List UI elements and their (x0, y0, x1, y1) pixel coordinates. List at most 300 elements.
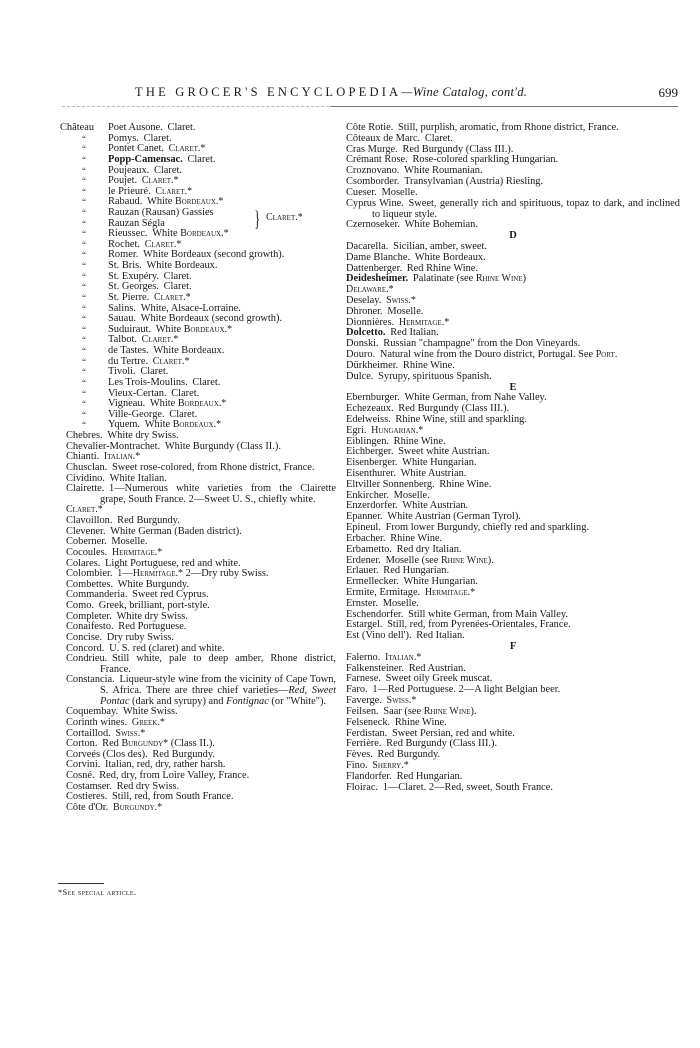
entry-term: Feilsen. (346, 705, 379, 717)
entry-description: White Swiss. (122, 706, 178, 718)
page-number: 699 (658, 85, 678, 100)
cross-reference: Sherry.* (372, 759, 409, 771)
entry-description: Red Burgundy. (152, 748, 215, 760)
ditto-mark: “ (82, 154, 86, 165)
entry-term: Egri. (346, 424, 367, 436)
entry-description: Greek, brilliant, port-style. (98, 600, 210, 612)
cross-reference: Delaware.* (346, 284, 394, 296)
ditto-mark: “ (82, 261, 86, 272)
entry-term: Chusclan. (66, 461, 108, 473)
catalog-entry (66, 803, 336, 814)
cross-reference: Claret.* (152, 355, 190, 367)
entry-term: Estargel. (346, 619, 383, 631)
entry-term: Ville-George. (108, 408, 165, 420)
entry-description: Red dry Swiss. (116, 780, 180, 792)
entry-term: Costieres. (66, 791, 108, 803)
entry-term: Colombier. (66, 568, 113, 580)
ditto-mark: “ (82, 377, 86, 388)
catalog-entry (60, 357, 336, 368)
right-column (346, 123, 680, 793)
entry-term: Les Trois-Moulins. (108, 376, 188, 388)
ditto-mark: “ (82, 335, 86, 346)
catalog-entry (346, 220, 680, 231)
footnote: *See special article. (58, 887, 137, 897)
ditto-mark: “ (82, 133, 86, 144)
catalog-entry (346, 393, 680, 404)
entry-description: White (144, 419, 173, 431)
entry-term: Crémant Rose. (346, 154, 408, 166)
entry-term: Corvini. (66, 759, 101, 771)
entry-description: From lower Burgundy, chiefly red and sparkling. (385, 522, 590, 534)
entry-description: Palatinate (see (412, 273, 476, 285)
entry-term: Pontet Canet. (108, 143, 164, 155)
entry-term: Ebernburger. (346, 392, 400, 404)
entry-description: Claret. (187, 153, 216, 165)
ditto-mark: “ (82, 208, 86, 218)
entry-term: Ermite, Ermitage. (346, 586, 421, 598)
entry-description: Red Italian. (416, 630, 465, 642)
cross-reference: Bordeaux.* (175, 196, 224, 208)
entry-description: Rhine Wine. (394, 716, 447, 728)
entry-description: White Hungarian. (403, 576, 478, 588)
entry-term: Faverge. (346, 695, 382, 707)
entry-description: ). (470, 705, 477, 717)
entry-description: , (304, 685, 312, 697)
entry-term: Eisenthurer. (346, 468, 396, 479)
entry-term: Clavoillon. (66, 515, 113, 527)
catalog-entry (60, 272, 336, 283)
entry-description: Sweet red Cyprus. (132, 589, 209, 601)
entry-description: Still, red, from Pyrenées-Orientales, France. (387, 619, 571, 631)
page-header (60, 85, 680, 103)
catalog-entry (346, 253, 680, 264)
entry-description: Still white, pale to deep amber, Rhone district, France. (100, 653, 336, 675)
ditto-mark: “ (82, 303, 86, 314)
entry-description: White Austrian. (400, 468, 467, 479)
entry-description: Rhine Wine. (393, 435, 446, 447)
cross-reference: Burgundy.* (112, 801, 163, 813)
entry-description: Moselle. (382, 597, 419, 609)
entry-term: Faro. (346, 684, 368, 696)
entry-term: Eltviller Sonnenberg. (346, 478, 435, 490)
entry-term: Cueser. (346, 186, 377, 198)
entry-term: Concord. (66, 642, 105, 654)
entry-term: Poet Ausone. (108, 122, 163, 133)
entry-description: 1—Red Portuguese. 2—A light Belgian beer. (372, 684, 561, 696)
entry-description: White Bordeaux (second growth). (140, 313, 283, 325)
entry-description: Claret. (167, 122, 196, 133)
entry-term: Flandorfer. (346, 770, 392, 782)
entry-term: Completer. (66, 610, 112, 622)
entry-term: Cocoules. (66, 546, 108, 558)
entry-term: Echezeaux. (346, 403, 394, 415)
entry-term: Corinth wines. (66, 716, 128, 728)
entry-term: Como. (66, 600, 95, 612)
cross-reference: Bordeaux.* (180, 228, 229, 240)
entry-term: Dacarella. (346, 240, 389, 252)
entry-description: 1— (117, 568, 133, 580)
cross-reference: Hermitage.* (111, 546, 163, 558)
entry-description: Liqueur-style wine from the vicinity of Cape Town, S. Africa. There are three chief varieties— (100, 674, 336, 697)
entry-description: Dry ruby Swiss. (106, 631, 175, 643)
entry-term: Erbacher. (346, 532, 386, 544)
entry-description: (or "White"). (268, 695, 327, 707)
entry-description: White Roumanian. (404, 165, 483, 177)
ditto-mark: “ (82, 420, 86, 431)
entry-term: Erbametto. (346, 543, 392, 555)
entry-term: Csomborder. (346, 176, 400, 188)
entry-description: Syrupy, spirituous Spanish. (378, 370, 492, 382)
catalog-entry (346, 199, 680, 221)
entry-term: Popp-Camensac. (108, 153, 183, 165)
ditto-mark: “ (82, 144, 86, 155)
entry-description: Red Italian. (390, 327, 439, 339)
entry-term: Deselay. (346, 295, 382, 306)
entry-description: White (149, 398, 178, 410)
entry-term: Poujeaux. (108, 164, 150, 176)
entry-term: Deidesheimer. (346, 273, 409, 285)
ditto-mark: “ (82, 197, 86, 208)
cross-reference: Hermitage.* (424, 586, 476, 598)
entry-description: White Bohemian. (404, 219, 478, 231)
catalog-entry (66, 654, 336, 675)
entry-term: Croznovano. (346, 165, 400, 177)
entry-term: Dame Blanche. (346, 251, 411, 263)
entry-term: Coquembay. (66, 706, 119, 718)
cross-reference: Claret.* (141, 334, 179, 346)
ditto-mark: “ (82, 324, 86, 335)
entry-description: Moselle. (111, 536, 148, 548)
entry-description: U. S. red (claret) and white. (109, 642, 225, 654)
cross-reference: Italian.* (385, 651, 422, 663)
catalog-entry (346, 458, 680, 469)
entry-term: Cosné. (66, 770, 95, 782)
section-subtitle: —Wine Catalog, cont'd. (401, 85, 528, 99)
entry-description: Claret. (163, 270, 192, 282)
ditto-mark: “ (82, 314, 86, 325)
section-letter: F (509, 641, 517, 652)
cross-reference: Claret.* (141, 175, 179, 187)
catalog-entry (66, 484, 336, 505)
entry-description: Fontignac (226, 695, 269, 707)
cross-reference: Bordeaux.* (177, 398, 227, 410)
header-rule-solid (330, 106, 678, 107)
cross-reference: Burgundy* (121, 738, 169, 750)
entry-description: Claret. (163, 281, 192, 293)
entry-term: Combettes. (66, 578, 114, 590)
entry-term: St. Georges. (108, 281, 159, 293)
entry-term: Falkensteiner. (346, 662, 405, 674)
entry-description: Italian, red, dry, rather harsh. (105, 759, 226, 771)
catalog-entry (346, 372, 680, 383)
entry-description: Red, dry, from Loire Valley, France. (99, 770, 250, 782)
entry-term: Epineul. (346, 522, 381, 534)
entry-term: Douro. (346, 349, 376, 361)
entry-term: Côte d'Or. (66, 801, 109, 813)
entry-term: Ernster. (346, 597, 379, 609)
entry-description: Red Hungarian. (383, 565, 450, 577)
entry-description: ). (487, 554, 494, 566)
entry-term: Donski. (346, 338, 379, 350)
ditto-mark: “ (82, 271, 86, 282)
entry-description: Sweet white Austrian. (398, 446, 490, 458)
entry-term: Dulce. (346, 370, 374, 382)
bracketed-entries (60, 208, 336, 229)
entry-description: White German (Baden district). (110, 525, 242, 537)
entry-term: Chevalier-Montrachet. (66, 440, 161, 452)
cross-reference: Hermitage.* (398, 316, 450, 328)
entry-term: Czernoseker. (346, 219, 400, 231)
entry-term: Cividino. (66, 472, 105, 484)
cross-reference: Swiss.* (386, 695, 417, 707)
entry-description: Sweet, generally rich and spirituous, topaz to dark, and inclined to liqueur style. (372, 197, 680, 220)
entry-description: White Burgundy (Class II.). (164, 440, 281, 452)
entry-description: Red dry Italian. (396, 543, 462, 555)
entry-description: Saar (see (383, 705, 424, 717)
entry-term: Costamser. (66, 780, 112, 792)
entry-description: Red Austrian. (408, 662, 466, 674)
entry-term: Tivoli. (108, 366, 136, 378)
entry-description: White, Alsace-Lorraine. (140, 302, 241, 314)
entry-term: Falerno. (346, 651, 381, 663)
catalog-entry (60, 282, 336, 293)
entry-term: Clairette. (66, 483, 105, 495)
entry-term: Vigneau. (108, 398, 146, 410)
entry-term: Cortaillod. (66, 727, 111, 739)
entry-term: Ferrière. (346, 738, 382, 750)
ditto-mark: “ (82, 229, 86, 240)
entry-term: Chebres. (66, 430, 103, 442)
entry-description: (Class II.). (168, 738, 215, 750)
cross-reference: Hermitage.* (132, 568, 184, 580)
cross-reference: Bordeaux.* (183, 323, 233, 335)
entry-description: Still white German, from Main Valley. (408, 608, 568, 620)
entry-description: Sweet rose-colored, from Rhone district, France. (111, 461, 315, 473)
footnote-rule (58, 883, 104, 884)
ditto-mark: “ (82, 165, 86, 176)
cross-reference: Swiss.* (115, 727, 146, 739)
entry-description: Sweet oily Greek muscat. (385, 673, 493, 685)
catalog-entry (60, 325, 336, 336)
cross-reference: Hungarian.* (371, 424, 424, 436)
catalog-entry (346, 437, 680, 448)
entry-description: White German, from Nahe Valley. (404, 392, 547, 404)
entry-term: Ferdistan. (346, 727, 388, 739)
cross-reference: Swiss.* (386, 295, 416, 306)
entry-description: Transylvanian (Austria) Riesling. (404, 176, 544, 188)
cross-reference: Claret.* (144, 238, 182, 250)
entry-term: Farnese. (346, 673, 381, 685)
catalog-entry (60, 166, 336, 177)
entry-term: Suduiraut. (108, 323, 152, 335)
section-letter: E (509, 381, 517, 393)
cross-reference: Claret.* (168, 143, 206, 155)
entry-description: Red Hungarian. (396, 770, 463, 782)
entry-description: White Hungarian. (402, 457, 477, 469)
entry-term: Epanner. (346, 511, 383, 523)
entry-term: Commanderia. (66, 589, 128, 601)
entry-description: White Bordeaux. (146, 260, 218, 272)
entry-description: White Burgundy. (117, 578, 190, 590)
catalog-entry (60, 176, 336, 187)
entry-term: Coberner. (66, 536, 107, 548)
entry-description: Moselle. (393, 489, 430, 501)
entry-description: Moselle (see (385, 554, 441, 566)
entry-description: White Austrian (German Tyrol). (387, 511, 521, 523)
entry-description: Red Burgundy (Class III.). (398, 403, 510, 415)
catalog-entry (346, 274, 680, 285)
entry-term: Yquem. (108, 419, 141, 431)
entry-description: Sicilian, amber, sweet. (393, 240, 488, 252)
entry-term: Dattenberger. (346, 262, 403, 274)
entry-description: Red Burgundy (Class III.). (386, 738, 498, 750)
entry-description: White dry Swiss. (107, 430, 179, 442)
cross-reference: Claret.* (266, 212, 303, 223)
entry-description: Rhine Wine, still and sparkling. (395, 413, 527, 425)
catalog-entry (60, 229, 336, 240)
entry-term: de Tastes. (108, 345, 149, 357)
entry-description: Rhine Wine. (402, 359, 455, 371)
entry-term: Eschendorfer. (346, 608, 404, 620)
brace-mark: } (254, 206, 261, 231)
entry-term: Pomys. (108, 132, 139, 144)
entry-term: Chianti. (66, 451, 100, 463)
ditto-mark: “ (82, 176, 86, 187)
entry-term: St. Exupéry. (108, 270, 159, 282)
cross-reference: Claret.* (66, 504, 103, 516)
ditto-mark: “ (82, 356, 86, 367)
ditto-mark: “ (82, 367, 86, 378)
cross-reference: Greek.* (131, 716, 165, 728)
book-title: THE GROCER'S ENCYCLOPEDIA (135, 85, 402, 99)
entry-description: Claret. (424, 132, 453, 144)
entry-term: Dionnières. (346, 316, 395, 328)
entry-term: Erdener. (346, 554, 381, 566)
entry-term: Edelweiss. (346, 413, 391, 425)
entry-term: Conaifesto. (66, 621, 114, 633)
entry-term: St. Bris. (108, 260, 142, 272)
ditto-mark: “ (82, 292, 86, 303)
entry-term: Rauzan (Rausan) Gassies (108, 207, 214, 218)
entry-description: Red (288, 685, 305, 697)
entry-description: White Bordeaux. (414, 251, 486, 263)
entry-term: Dürkheimer. (346, 359, 399, 371)
entry-term: St. Pierre. (108, 291, 150, 303)
cross-reference: Italian.* (103, 451, 141, 463)
entry-description: Rhine Wine. (390, 532, 443, 544)
entry-description: Claret. (140, 366, 169, 378)
entry-description: White Italian. (109, 472, 167, 484)
entry-term: Côteaux de Marc. (346, 132, 421, 144)
cross-reference: Rhine Wine (440, 554, 488, 566)
entry-description: White (152, 228, 181, 240)
entry-term: Ermellecker. (346, 576, 399, 588)
entry-term: Cras Murge. (346, 143, 398, 155)
entry-description: (dark and syrupy) and (129, 695, 227, 707)
entry-description: Sweet Persian, red and white. (391, 727, 515, 739)
entry-description: Claret. (169, 408, 198, 420)
ditto-mark: “ (82, 399, 86, 410)
entry-term: Eichberger. (346, 446, 394, 458)
cross-reference: Claret.* (153, 291, 191, 303)
entry-description: White Austrian. (402, 500, 469, 512)
ditto-mark: “ (82, 250, 86, 261)
entry-term: Constancia. (66, 674, 115, 686)
entry-term: Erlauer. (346, 565, 379, 577)
entry-description: 1—Numerous white varieties from the Clairette grape, South France. 2—Sweet U. S., chiefly white. (100, 483, 336, 505)
entry-term: Rochet. (108, 238, 141, 250)
catalog-entry (60, 155, 336, 166)
entry-term: Côte Rotie. (346, 122, 394, 133)
entry-term: Vieux-Certan. (108, 387, 167, 399)
ditto-mark: “ (82, 218, 86, 229)
cross-reference: Rhine Wine (475, 273, 523, 285)
entry-description: Sweet Pontac (100, 685, 336, 707)
entry-term: Felseneck. (346, 716, 391, 728)
entry-description: Natural wine from the Douro district, Portugal. See (379, 349, 596, 361)
catalog-entry (60, 261, 336, 272)
ditto-mark: “ (82, 346, 86, 357)
entry-description: Red Rhine Wine. (406, 262, 478, 274)
entry-term: Est (Vino dell'). (346, 630, 412, 642)
catalog-entry (346, 783, 680, 794)
catalog-entry (60, 123, 336, 134)
entry-term: Romer. (108, 249, 139, 261)
left-column (60, 123, 336, 814)
entry-description: Light Portuguese, red and white. (105, 557, 241, 569)
entry-description: White dry Swiss. (116, 610, 188, 622)
entry-lead: Château (60, 122, 95, 133)
entry-term: Eiblingen. (346, 435, 389, 447)
entry-description: Red Portuguese. (118, 621, 187, 633)
catalog-entry (60, 399, 336, 410)
running-title (135, 85, 527, 100)
entry-term: Rauzan Ségla (108, 217, 165, 229)
entry-term: Colares. (66, 557, 101, 569)
entry-description: Rhine Wine. (439, 478, 492, 490)
catalog-entry (346, 631, 680, 642)
entry-description: Red (102, 738, 122, 750)
entry-term: Concise. (66, 631, 103, 643)
entry-description: Red Burgundy. (117, 515, 180, 527)
catalog-entry (346, 307, 680, 318)
ditto-mark: “ (82, 239, 86, 250)
entry-term: Sauau. (108, 313, 136, 325)
entry-term: Fino. (346, 759, 368, 771)
entry-description: Red Burgundy (Class III.). (402, 143, 514, 155)
entry-description: 1—Claret. 2—Red, sweet, South France. (382, 781, 553, 793)
entry-description: Still, red, from South France. (111, 791, 234, 803)
entry-term: Cyprus Wine. (346, 197, 404, 209)
entry-description: Claret. (171, 387, 200, 399)
entry-term: Salins. (108, 302, 137, 314)
entry-term: Eisenberger. (346, 457, 398, 469)
entry-term: Condrieu. (66, 653, 108, 665)
entry-description: Still, purplish, aromatic, from Rhone district, France. (398, 122, 619, 133)
entry-description: ) (522, 273, 527, 285)
ditto-mark: “ (82, 409, 86, 420)
entry-term: Rabaud. (108, 196, 143, 208)
entry-description: Claret. (153, 164, 182, 176)
entry-description: 2—Dry ruby Swiss. (183, 568, 269, 580)
entry-description: White (147, 196, 176, 208)
entry-term: du Tertre. (108, 355, 149, 367)
ditto-mark: “ (82, 186, 86, 197)
entry-term: Enzerdorfer. (346, 500, 398, 512)
entry-term: Corveés (Clos des). (66, 748, 148, 760)
entry-term: Fèves. (346, 749, 373, 761)
entry-term: Poujet. (108, 175, 138, 187)
